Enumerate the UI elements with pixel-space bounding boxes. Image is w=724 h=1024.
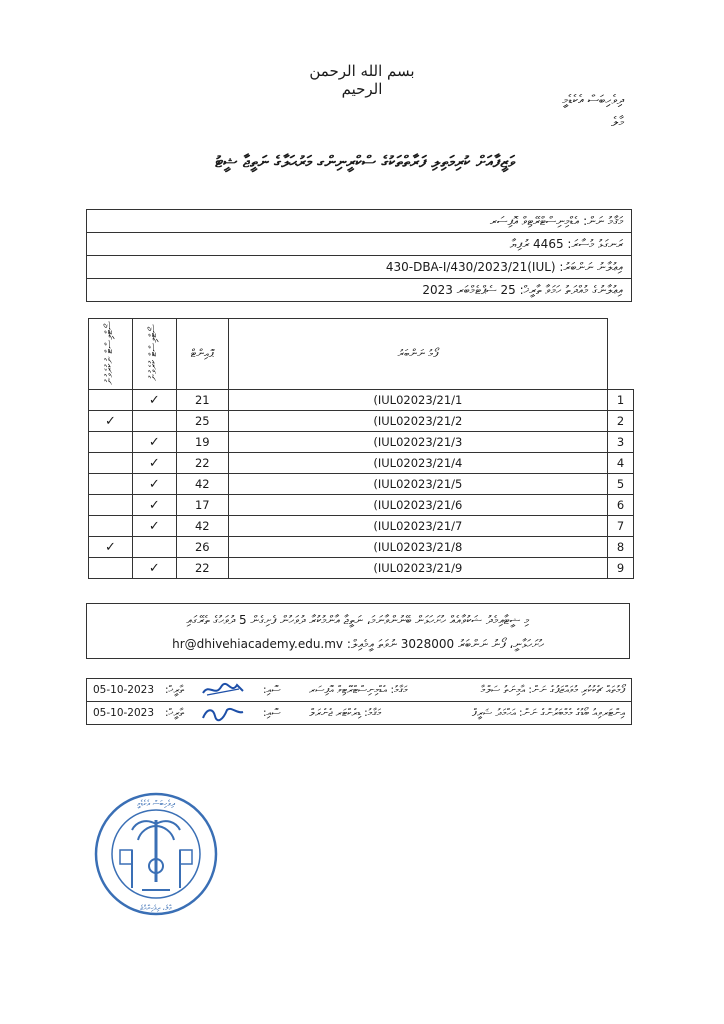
cell-marks: 42 [176, 474, 228, 495]
cell-marks: 19 [176, 432, 228, 453]
table-row [89, 474, 634, 495]
cell-not-shortlisted [89, 558, 133, 579]
cell-shortlisted: ✓ [132, 390, 176, 411]
cell-form-id: (IUL02023/21/9 [228, 558, 607, 579]
signature-date: 05-10-2023 [93, 707, 155, 719]
cell-row-number: 2 [608, 411, 634, 432]
cell-form-id: (IUL02023/21/1 [228, 390, 607, 411]
notice-prefix: ހުށަހަޅާނީ، ފޯނު ނަންބަރު 3028000 ނުވަތަ އީމެއިލް: [346, 637, 544, 651]
org-name: ދިވެހިބަސް އެކެޑެމީ [562, 93, 624, 108]
job-info-box [86, 209, 632, 302]
cell-shortlisted: ✓ [132, 516, 176, 537]
cell-marks: 26 [176, 537, 228, 558]
cell-marks: 22 [176, 453, 228, 474]
signature-role: ފޯމުތައް ޗެކުކުރި މުވައްޒަފުގެ ނަން: އާމިނަތު ސަލްމާ [480, 684, 625, 696]
notice-line-2 [87, 632, 629, 656]
handwritten-signature-1 [199, 681, 247, 699]
cell-marks: 25 [176, 411, 228, 432]
page-title: ވަޒީފާއަށް ކުރިމަތިލި ފަރާތްތަކުގެ ސްކްރީނިންގ މަރުޙަލާގެ ނަތީޖާ ޝީޓު [215, 152, 515, 171]
signature-row [87, 679, 631, 702]
cell-shortlisted: ✓ [132, 474, 176, 495]
signature-sign-label: ސޮއި: [263, 684, 281, 696]
cell-row-number: 5 [608, 474, 634, 495]
results-table [88, 318, 634, 579]
notice-email: hr@dhivehiacademy.edu.mv [172, 637, 344, 651]
cell-form-id: (IUL02023/21/8 [228, 537, 607, 558]
cell-not-shortlisted [89, 390, 133, 411]
cell-shortlisted [132, 411, 176, 432]
header-row-number [608, 319, 634, 390]
bismillah: بسم الله الرحمن الرحيم [309, 62, 415, 98]
table-row [89, 537, 634, 558]
cell-shortlisted [132, 537, 176, 558]
cell-not-shortlisted: ✓ [89, 537, 133, 558]
cell-form-id: (IUL02023/21/5 [228, 474, 607, 495]
header-shortlisted: ޝޯޓްލިސްޓް ކުރެވުނު [132, 319, 176, 390]
cell-shortlisted: ✓ [132, 495, 176, 516]
cell-row-number: 6 [608, 495, 634, 516]
cell-not-shortlisted [89, 516, 133, 537]
info-salary: ރަނގަޅު މުސާރަ: 4465 ރުފިޔާ [87, 233, 631, 256]
cell-shortlisted: ✓ [132, 432, 176, 453]
cell-marks: 17 [176, 495, 228, 516]
cell-marks: 22 [176, 558, 228, 579]
cell-shortlisted: ✓ [132, 453, 176, 474]
handwritten-signature-2 [199, 704, 247, 722]
signature-sign-label: ސޮއި: [263, 707, 281, 719]
cell-row-number: 9 [608, 558, 634, 579]
official-stamp [92, 790, 220, 918]
notice-box [86, 603, 630, 659]
info-job-title: މަޤާމު ނަން: އެޑްމިނިސްޓްރޭޓިވް އޮފިސަރ [87, 210, 631, 233]
cell-form-id: (IUL02023/21/4 [228, 453, 607, 474]
signature-title: މަޤާމު: އެޑްމިނިސްޓްރޭޓިވް އޮފިސަރ [309, 684, 408, 696]
cell-form-id: (IUL02023/21/3 [228, 432, 607, 453]
cell-row-number: 1 [608, 390, 634, 411]
cell-not-shortlisted [89, 432, 133, 453]
table-row [89, 390, 634, 411]
header-form-number: ފޯމު ނަންބަރު [228, 319, 607, 390]
table-row [89, 495, 634, 516]
cell-shortlisted: ✓ [132, 558, 176, 579]
info-announcement-number: އިޢުލާނު ނަންބަރު: (IUL)430-DBA-I/430/2023/21 [87, 256, 631, 279]
table-header-row [89, 319, 634, 390]
cell-not-shortlisted [89, 495, 133, 516]
signature-title: މަޤާމު: ޑިރެކްޓަރ ޖެނެރަލް [309, 707, 381, 719]
signature-role: އިންޓަރވިއު ބޯޑުގެ މެމްބަރުންގެ ނަން: އަޙްމަދު ޝަރީފް [471, 707, 625, 719]
header-not-shortlisted: ޝޯޓްލިސްޓް ނުކުރެވުނު [89, 319, 133, 390]
info-deadline: އިޢުލާނުގެ މުއްދަތު ހަމަވާ ތާރީޚް: 25 ސެޕްޓެމްބަރ 2023 [422, 283, 623, 297]
org-location: މާލެ [611, 115, 624, 130]
stamp-text-top: ދިވެހިބަސް އެކެޑެމީ [137, 799, 175, 808]
table-row [89, 516, 634, 537]
table-row [89, 558, 634, 579]
cell-row-number: 4 [608, 453, 634, 474]
table-row [89, 411, 634, 432]
cell-form-id: (IUL02023/21/7 [228, 516, 607, 537]
notice-line-1: މި ޝީޓާއިމެދު ޝަކުވާއެއް ހުށަހަޅަން ބޭނުންވާނަމަ، ނަތީޖާ އާންމުކުރާ ދުވަހުން ފެށިގެން 5 ދުވަހުގެ ތެރޭގައި [186, 613, 530, 627]
cell-row-number: 7 [608, 516, 634, 537]
cell-not-shortlisted [89, 453, 133, 474]
signature-date-label: ތާރީޚް: [165, 684, 185, 696]
signature-row [87, 702, 631, 724]
signature-box [86, 678, 632, 725]
cell-form-id: (IUL02023/21/2 [228, 411, 607, 432]
table-row [89, 453, 634, 474]
stamp-text-bottom: މާލެ، ދިވެހިރާއްޖެ [140, 904, 172, 912]
signature-date-label: ތާރީޚް: [165, 707, 185, 719]
table-row [89, 432, 634, 453]
cell-marks: 21 [176, 390, 228, 411]
cell-marks: 42 [176, 516, 228, 537]
cell-form-id: (IUL02023/21/6 [228, 495, 607, 516]
cell-row-number: 3 [608, 432, 634, 453]
cell-not-shortlisted [89, 474, 133, 495]
cell-not-shortlisted: ✓ [89, 411, 133, 432]
organization-header [562, 90, 624, 134]
cell-row-number: 8 [608, 537, 634, 558]
signature-date: 05-10-2023 [93, 684, 155, 696]
header-marks: ޕޮއިންޓް [176, 319, 228, 390]
